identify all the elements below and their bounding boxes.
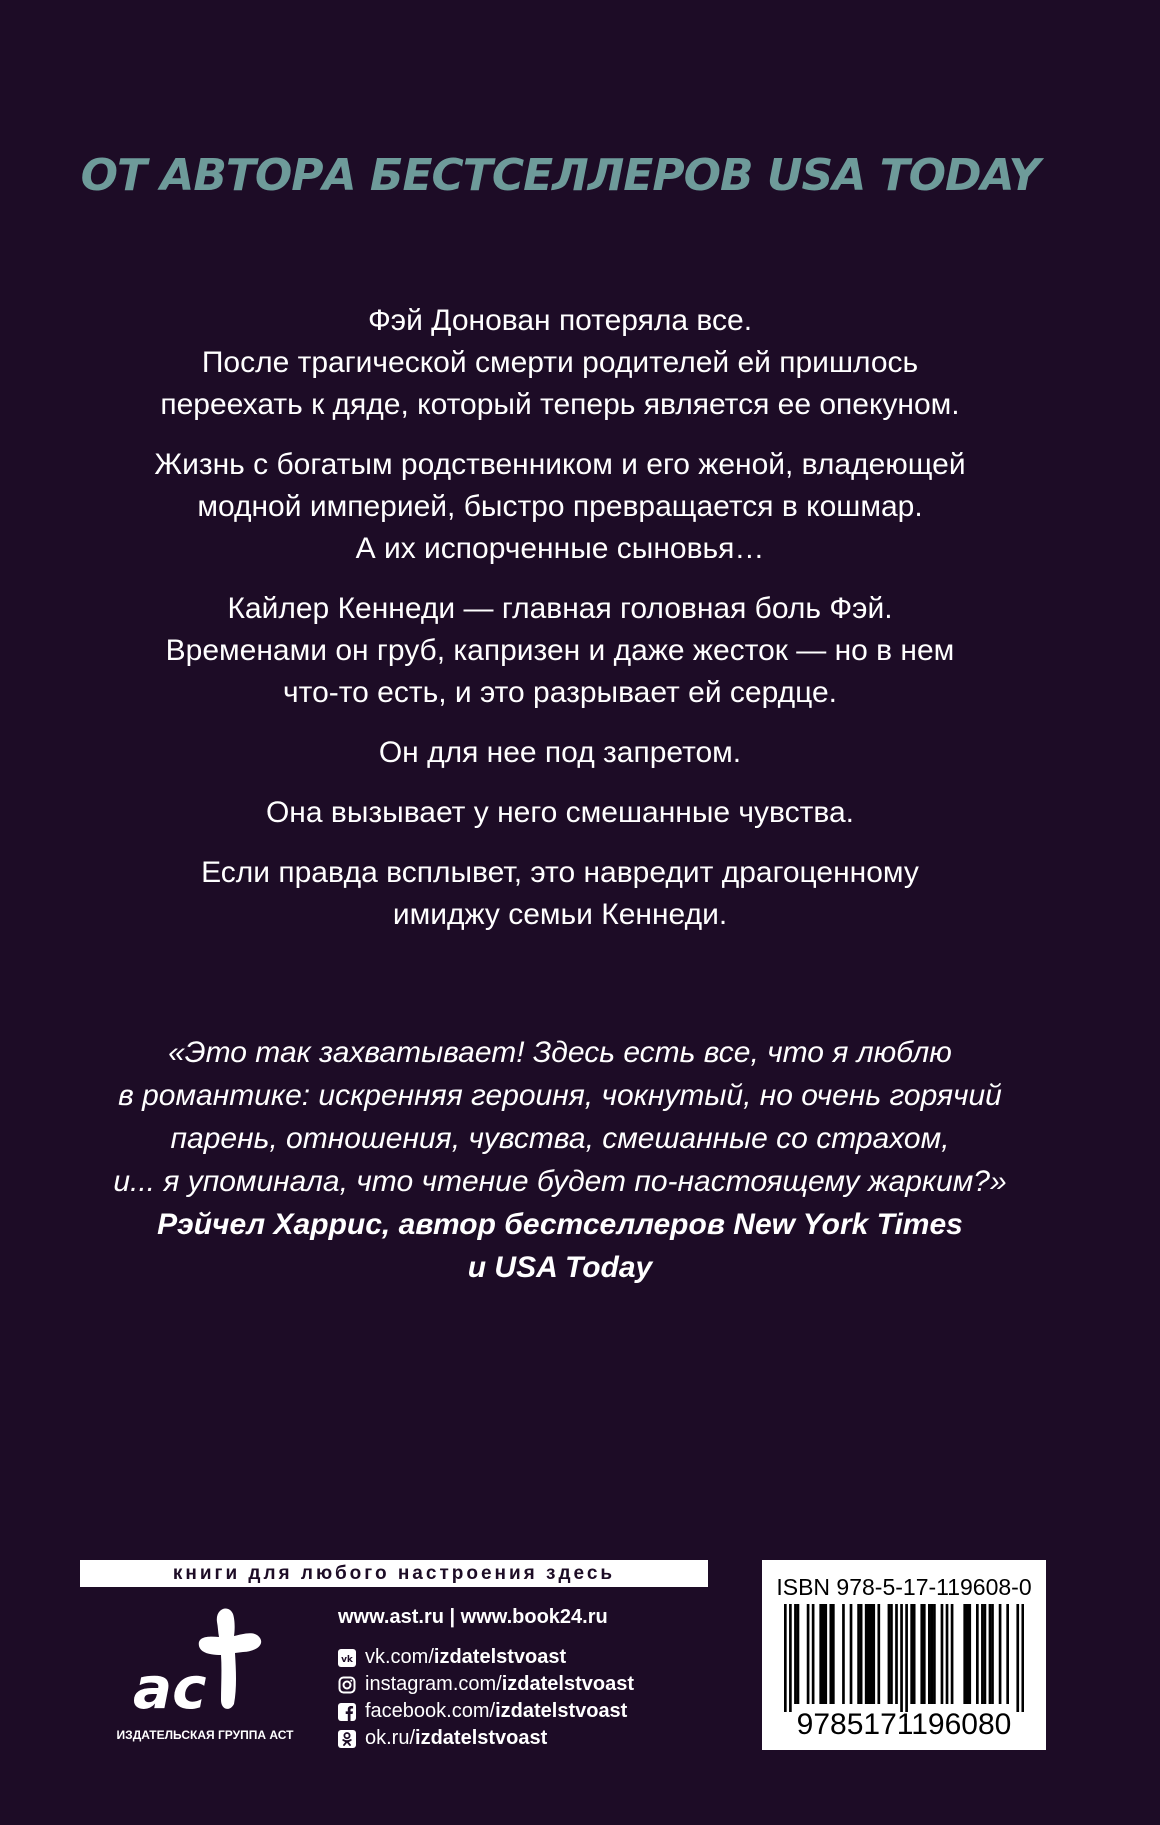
barcode-bar [968, 1604, 971, 1704]
barcode-bar [829, 1604, 832, 1704]
barcode-bar [931, 1604, 934, 1704]
barcode-bar [933, 1604, 936, 1704]
barcode-bar [951, 1604, 954, 1704]
social-handle: izdatelstvoast [501, 1673, 634, 1695]
barcode-bar [984, 1604, 987, 1704]
barcode-bar [870, 1604, 873, 1704]
barcode-bar [857, 1604, 860, 1704]
barcode-bar [976, 1604, 979, 1704]
social-prefix: ok.ru/ [365, 1727, 416, 1749]
blurb-line: Если правда всплывет, это навредит драгоценному [201, 856, 919, 889]
social-link-facebook[interactable] [338, 1698, 718, 1725]
barcode-bar [789, 1604, 792, 1712]
blurb-line: Жизнь с богатым родственником и его женой, владеющей [154, 448, 966, 481]
barcode-bar [905, 1604, 908, 1712]
barcode-bar [981, 1604, 984, 1704]
review-quote [60, 1031, 1060, 1289]
tagline-banner: книги для любого настроения здесь [80, 1560, 708, 1587]
barcode-bar [797, 1604, 800, 1704]
social-handle: izdatelstvoast [415, 1727, 548, 1749]
odnoklassniki-icon [338, 1730, 356, 1748]
barcode-icon [784, 1604, 1024, 1712]
barcode-bar [991, 1604, 994, 1704]
barcode-bar [966, 1604, 969, 1704]
barcode-bar [877, 1604, 880, 1704]
blurb-paragraph [80, 792, 1040, 834]
contacts [338, 1604, 718, 1752]
barcode-bar [1006, 1604, 1009, 1704]
barcode-bar [890, 1604, 893, 1704]
barcode-bar [819, 1604, 822, 1704]
blurb-line: переехать к дяде, который теперь является ее опекуном. [160, 388, 960, 421]
barcode-bar [895, 1604, 898, 1704]
vk-icon [338, 1649, 356, 1667]
barcode-bar [872, 1604, 875, 1704]
barcode-bar [807, 1604, 810, 1704]
blurb-paragraph [80, 300, 1040, 426]
blurb-line: После трагической смерти родителей ей пришлось [201, 346, 919, 379]
barcode-bar [1016, 1604, 1019, 1712]
headline: ОТ АВТОРА БЕСТСЕЛЛЕРОВ USA TODAY [80, 150, 1040, 201]
barcode-bar [989, 1604, 992, 1704]
social-link-instagram[interactable] [338, 1671, 718, 1698]
publisher-name: ИЗДАТЕЛЬСКАЯ ГРУППА АСТ [116, 1728, 294, 1742]
barcode-bar [963, 1604, 966, 1704]
social-prefix: facebook.com/ [365, 1700, 496, 1722]
blurb-paragraph [80, 852, 1040, 936]
barcode-digits: 9785171196080 [796, 1708, 1012, 1741]
social-prefix: instagram.com/ [365, 1673, 502, 1695]
barcode-bar [941, 1604, 944, 1704]
social-link-odnoklassniki[interactable] [338, 1725, 718, 1752]
blurb-line: Она вызывает у него смешанные чувства. [265, 796, 855, 829]
blurb-line: Кайлер Кеннеди — главная головная боль Фэй. [227, 592, 893, 625]
blurb-line: что-то есть, и это разрывает ей сердце. [283, 676, 837, 709]
barcode-bar [794, 1604, 797, 1704]
blurb-paragraph [80, 588, 1040, 714]
blurb-line: имиджу семьи Кеннеди. [392, 898, 728, 931]
blurb-paragraph [80, 444, 1040, 570]
website-links[interactable]: www.ast.ru | www.book24.ru [338, 1606, 608, 1628]
social-handle: izdatelstvoast [433, 1646, 567, 1668]
barcode-bar [913, 1604, 916, 1704]
barcode-bar [923, 1604, 926, 1704]
publisher-logo [100, 1600, 310, 1750]
quote-author: Рэйчел Харрис, автор бестселлеров New York Times [157, 1208, 963, 1241]
barcode-bar [812, 1604, 815, 1704]
barcode-bar [910, 1604, 913, 1704]
isbn-label: ISBN 978-5-17-119608-0 [776, 1574, 1032, 1600]
barcode-bar [822, 1604, 825, 1704]
barcode-bar [999, 1604, 1002, 1704]
facebook-icon [338, 1703, 356, 1721]
quote-line: в романтике: искренняя героиня, чокнутый, но очень горячий [118, 1079, 1002, 1112]
barcode-bar [920, 1604, 923, 1704]
barcode-bar [928, 1604, 931, 1704]
isbn-barcode [762, 1560, 1046, 1750]
barcode-bar [832, 1604, 835, 1704]
quote-line: и... я упоминала, что чтение будет по-настоящему жарким?» [113, 1165, 1007, 1198]
barcode-bar [784, 1604, 787, 1712]
blurb [80, 300, 1040, 954]
blurb-line: Временами он груб, капризен и даже жесток — но в нем [165, 634, 955, 667]
barcode-bar [867, 1604, 870, 1704]
quote-line: парень, отношения, чувства, смешанные со страхом, [170, 1122, 950, 1155]
barcode-bar [1021, 1604, 1024, 1712]
barcode-bar [946, 1604, 949, 1704]
blurb-line: Фэй Донован потеряла все. [367, 304, 753, 337]
barcode-bar [888, 1604, 891, 1704]
svg-text:vk: vk [341, 1654, 353, 1665]
quote-line: «Это так захватывает! Здесь есть все, что я люблю [168, 1036, 952, 1069]
barcode-bar [824, 1604, 827, 1704]
blurb-paragraph [80, 732, 1040, 774]
barcode-bar [850, 1604, 853, 1704]
blurb-line: модной империей, быстро превращается в кошмар. [197, 490, 923, 523]
social-prefix: vk.com/ [365, 1646, 434, 1668]
social-handle: izdatelstvoast [495, 1700, 628, 1722]
svg-text:ас: ас [133, 1654, 207, 1720]
barcode-bar [865, 1604, 868, 1704]
ast-logo-icon [125, 1600, 285, 1720]
social-link-vk[interactable] [338, 1644, 718, 1671]
instagram-icon [338, 1676, 356, 1694]
blurb-line: Он для нее под запретом. [378, 736, 742, 769]
barcode-bar [900, 1604, 903, 1712]
blurb-line: А их испорченные сыновья… [355, 532, 765, 565]
barcode-bar [860, 1604, 863, 1704]
quote-author: и USA Today [467, 1251, 653, 1284]
barcode-bar [842, 1604, 845, 1704]
